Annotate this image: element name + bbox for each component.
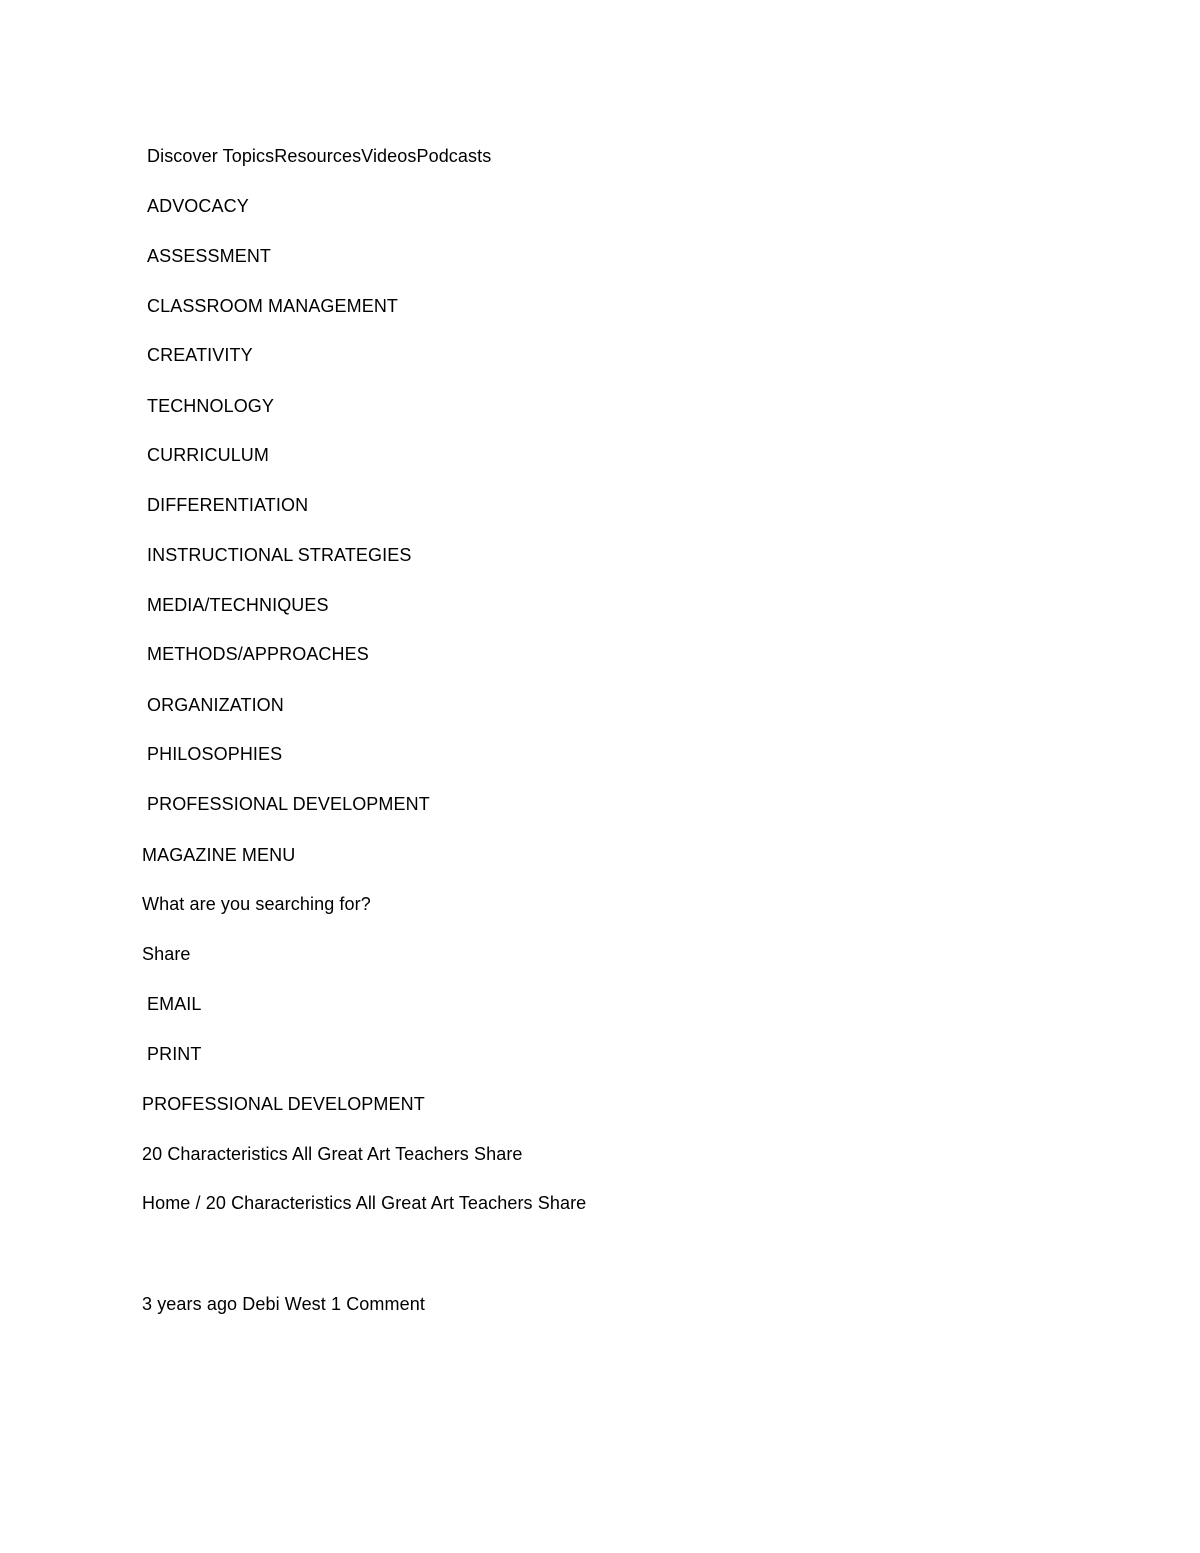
topic-methods-approaches[interactable]: METHODS/APPROACHES [147, 644, 369, 664]
breadcrumb-separator: / [195, 1193, 201, 1213]
topic-curriculum[interactable]: CURRICULUM [147, 445, 269, 465]
topic-philosophies[interactable]: PHILOSOPHIES [147, 744, 283, 764]
article-time: 3 years ago [142, 1294, 238, 1314]
topic-classroom-management[interactable]: CLASSROOM MANAGEMENT [147, 296, 399, 316]
topic-advocacy[interactable]: ADVOCACY [147, 196, 249, 216]
nav-podcasts[interactable]: Podcasts [416, 146, 492, 166]
breadcrumb-current: 20 Characteristics All Great Art Teachers Share [205, 1193, 587, 1213]
nav-topics[interactable]: Topics [222, 146, 275, 166]
article-meta [142, 1293, 425, 1315]
topic-instructional-strategies[interactable]: INSTRUCTIONAL STRATEGIES [147, 545, 412, 565]
topic-differentiation[interactable]: DIFFERENTIATION [147, 495, 309, 515]
magazine-menu[interactable]: MAGAZINE MENU [142, 845, 296, 865]
article-title: 20 Characteristics All Great Art Teachers Share [142, 1144, 523, 1164]
breadcrumb [142, 1192, 586, 1214]
article-category[interactable]: PROFESSIONAL DEVELOPMENT [142, 1094, 425, 1114]
topic-technology[interactable]: TECHNOLOGY [147, 396, 275, 416]
topic-creativity[interactable]: CREATIVITY [147, 345, 253, 365]
share-print-link[interactable]: PRINT [147, 1044, 202, 1064]
nav-videos[interactable]: Videos [361, 146, 417, 166]
topic-professional-development[interactable]: PROFESSIONAL DEVELOPMENT [147, 794, 430, 814]
nav-resources[interactable]: Resources [274, 146, 362, 166]
topic-organization[interactable]: ORGANIZATION [147, 695, 284, 715]
top-nav [147, 145, 491, 167]
topic-assessment[interactable]: ASSESSMENT [147, 246, 272, 266]
share-email-link[interactable]: EMAIL [147, 994, 202, 1014]
share-label: Share [142, 944, 191, 964]
article-comments[interactable]: 1 Comment [331, 1294, 425, 1314]
breadcrumb-home[interactable]: Home [142, 1193, 191, 1213]
topic-media-techniques[interactable]: MEDIA/TECHNIQUES [147, 595, 329, 615]
nav-discover[interactable]: Discover [147, 146, 218, 166]
article-author[interactable]: Debi West [242, 1294, 326, 1314]
search-prompt[interactable]: What are you searching for? [142, 894, 371, 914]
